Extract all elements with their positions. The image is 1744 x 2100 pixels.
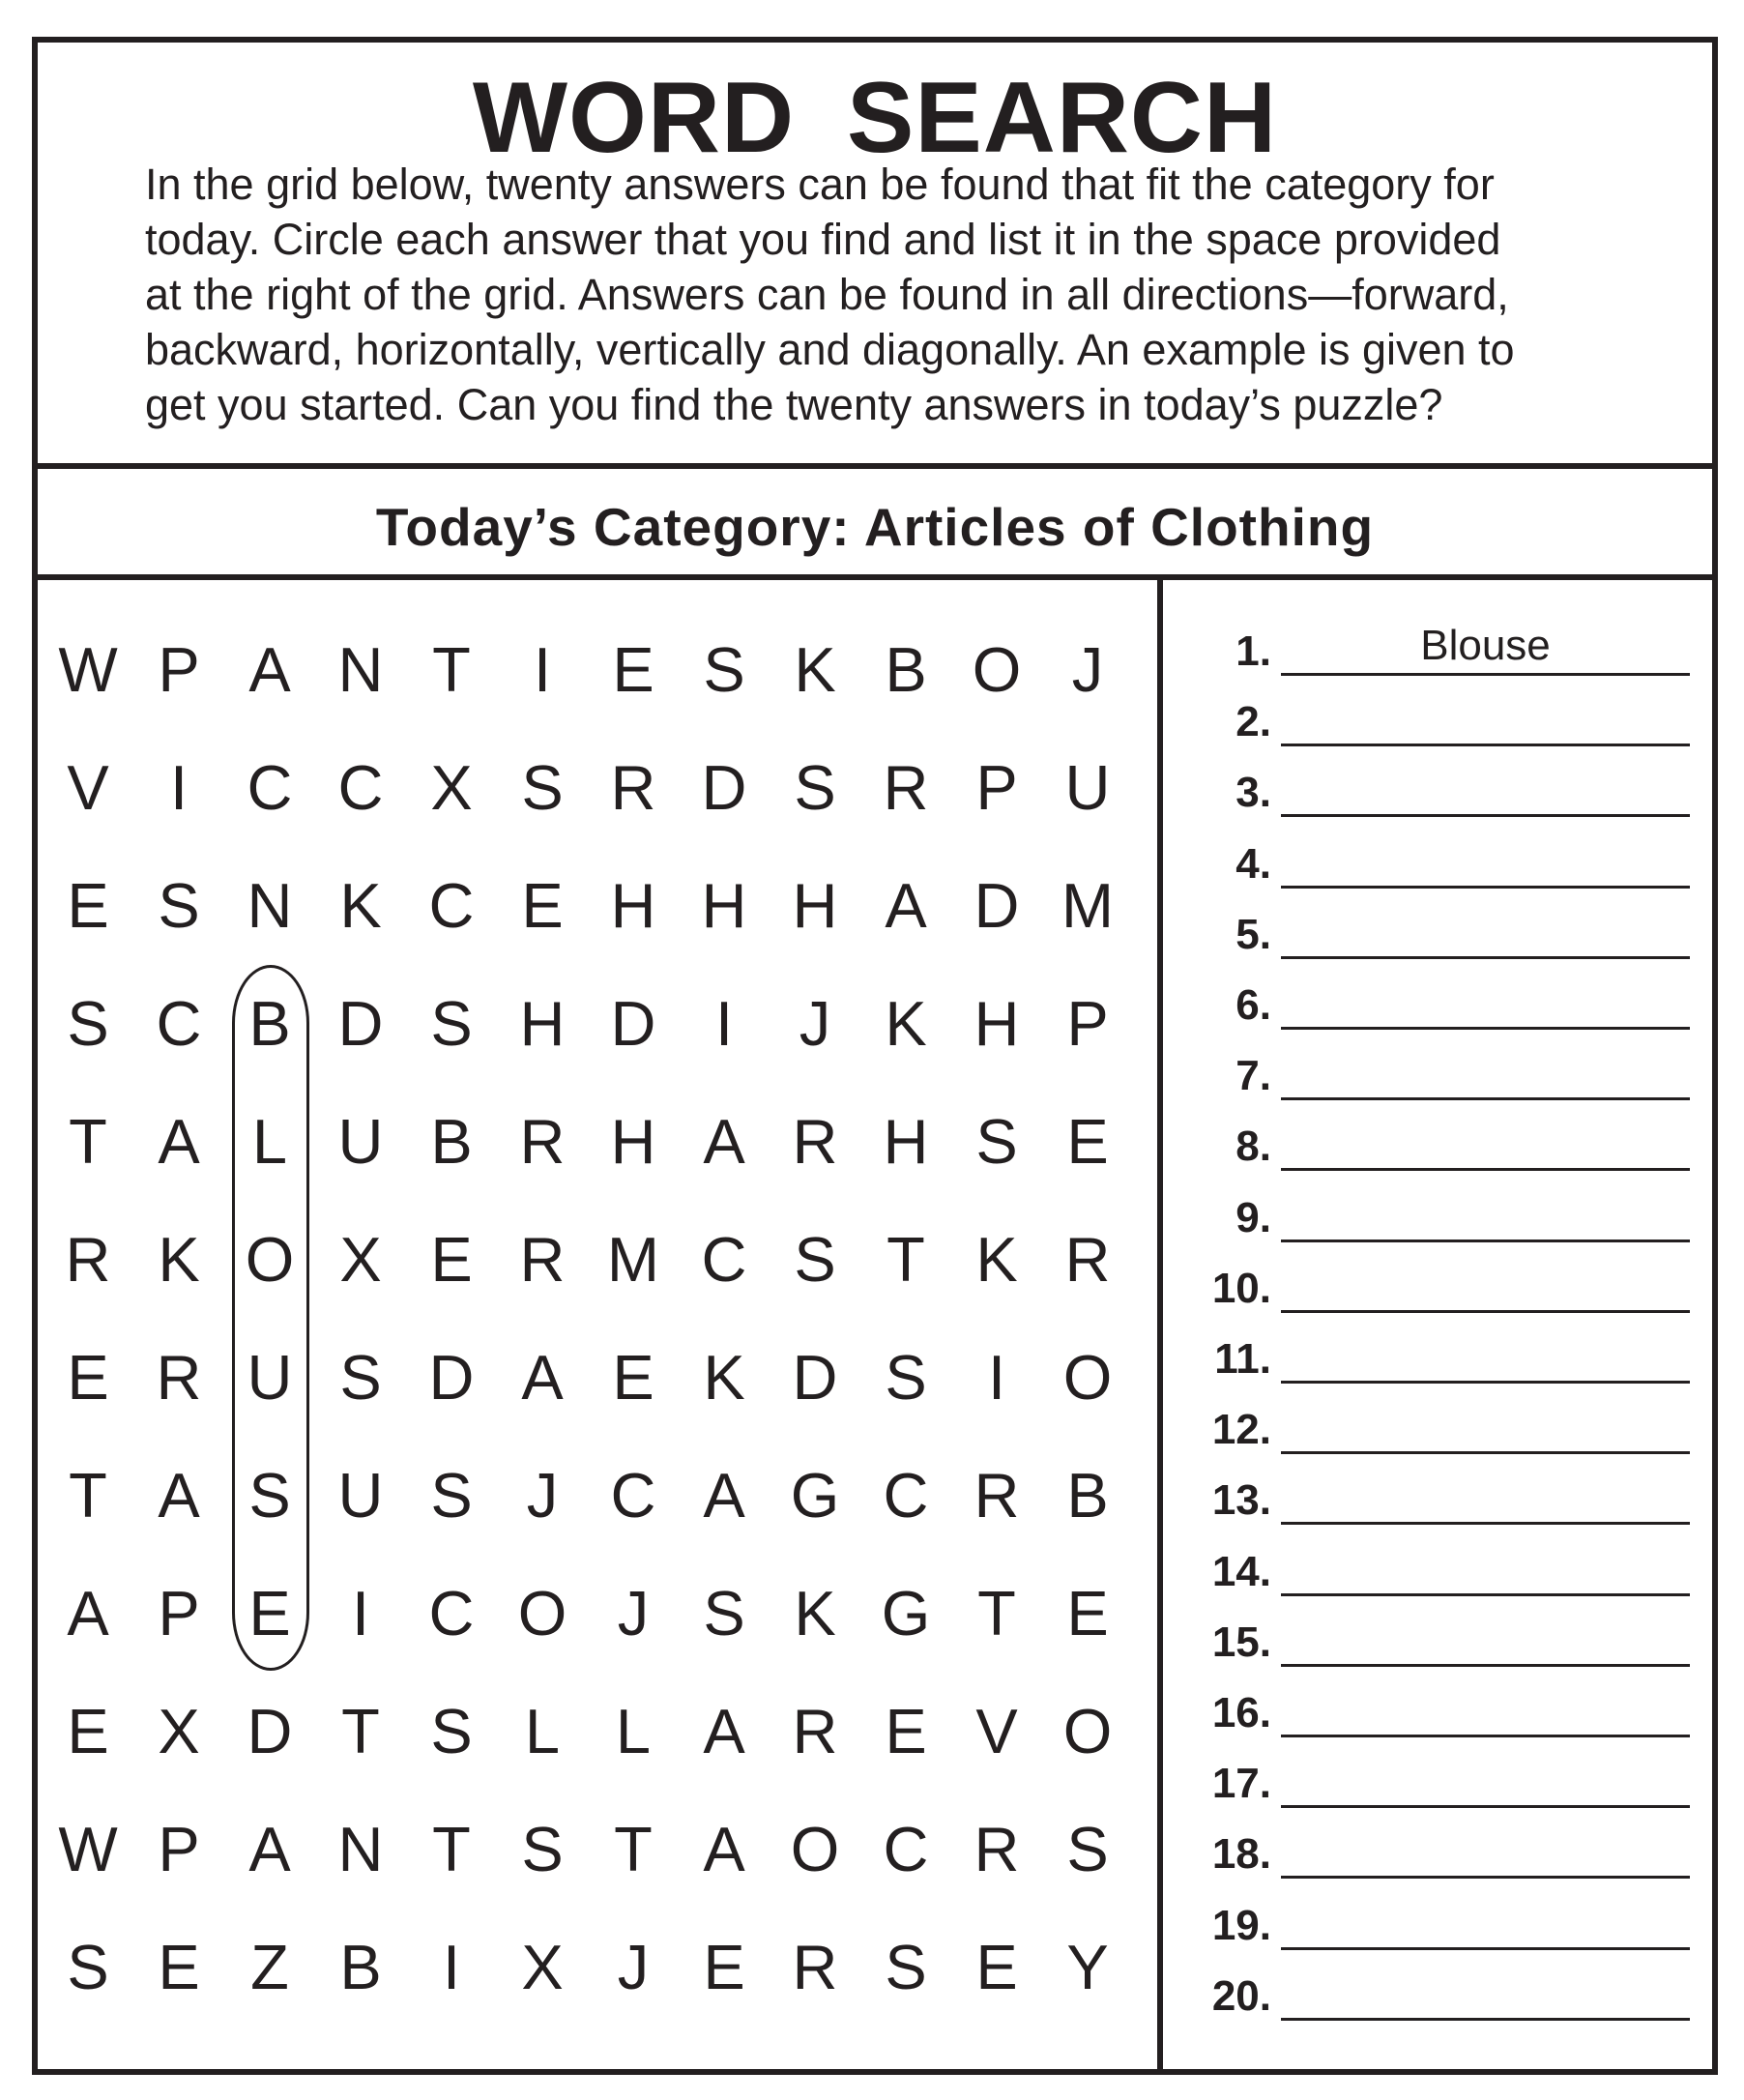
answer-number: 1. (1235, 627, 1271, 675)
grid-letter[interactable]: S (339, 1342, 382, 1413)
answer-number: 19. (1211, 1901, 1271, 1949)
answer-row (1170, 1671, 1711, 1741)
grid-letter[interactable]: C (428, 870, 475, 941)
grid-letter[interactable]: D (610, 988, 656, 1059)
grid-letter[interactable]: C (156, 988, 202, 1059)
answer-number: 17. (1211, 1760, 1271, 1808)
grid-letter[interactable]: S (430, 988, 473, 1059)
grid-letter[interactable]: R (1064, 1224, 1111, 1295)
grid-letter[interactable]: X (521, 1932, 564, 2002)
grid-letter[interactable]: C (337, 752, 384, 823)
grid-letter[interactable]: A (703, 1696, 745, 1766)
answer-number: 14. (1211, 1547, 1271, 1595)
grid-letter[interactable]: O (245, 1224, 295, 1295)
grid-letter[interactable]: I (351, 1578, 370, 1648)
grid-letter[interactable]: T (614, 1814, 653, 1884)
answer-blank-line (1281, 1735, 1690, 1737)
answer-row (1170, 1812, 1711, 1882)
answer-number: 4. (1235, 839, 1271, 888)
divider-line (32, 463, 1718, 469)
answer-row (1170, 963, 1711, 1034)
grid-letter[interactable]: M (1061, 870, 1115, 941)
grid-letter[interactable]: D (337, 988, 384, 1059)
grid-letter[interactable]: S (1066, 1814, 1109, 1884)
grid-letter[interactable]: V (975, 1696, 1018, 1766)
grid-letter[interactable]: D (247, 1696, 293, 1766)
grid-letter[interactable]: I (714, 988, 734, 1059)
grid-letter[interactable]: R (883, 752, 929, 823)
grid-letter[interactable]: A (885, 870, 927, 941)
grid-letter[interactable]: R (792, 1106, 838, 1177)
grid-letter[interactable]: B (1066, 1460, 1109, 1531)
grid-letter[interactable]: A (703, 1814, 745, 1884)
answer-blank-line (1281, 1947, 1690, 1950)
answer-row (1170, 1246, 1711, 1317)
grid-letter[interactable]: C (883, 1814, 929, 1884)
answer-blank-line (1281, 1593, 1690, 1596)
grid-letter[interactable]: I (987, 1342, 1006, 1413)
answer-number: 11. (1214, 1335, 1271, 1383)
grid-letter[interactable]: P (975, 752, 1018, 823)
answer-row (1170, 1104, 1711, 1175)
grid-letter[interactable]: T (887, 1224, 925, 1295)
answer-number: 9. (1235, 1193, 1271, 1241)
grid-letter[interactable]: T (69, 1460, 107, 1531)
grid-letter[interactable]: K (794, 634, 836, 705)
grid-letter[interactable]: S (975, 1106, 1018, 1177)
grid-letter[interactable]: Y (1066, 1932, 1109, 2002)
answer-number: 10. (1211, 1264, 1271, 1312)
grid-letter[interactable]: O (517, 1578, 567, 1648)
grid-letter[interactable]: D (701, 752, 747, 823)
grid-letter[interactable]: U (1064, 752, 1111, 823)
grid-letter[interactable]: C (701, 1224, 747, 1295)
grid-letter[interactable]: E (248, 1578, 291, 1648)
grid-letter[interactable]: S (67, 1932, 109, 2002)
grid-letter[interactable]: H (610, 870, 656, 941)
grid-letter[interactable]: O (1062, 1342, 1113, 1413)
grid-letter[interactable]: S (885, 1342, 927, 1413)
grid-letter[interactable]: E (975, 1932, 1018, 2002)
grid-letter[interactable]: K (339, 870, 382, 941)
answer-number: 16. (1211, 1689, 1271, 1736)
grid-letter[interactable]: L (615, 1696, 652, 1766)
grid-letter[interactable]: S (521, 752, 564, 823)
grid-letter[interactable]: T (341, 1696, 380, 1766)
answer-blank-line (1281, 1381, 1690, 1384)
grid-letter[interactable]: C (428, 1578, 475, 1648)
answer-number: 12. (1211, 1406, 1271, 1454)
grid-letter[interactable]: E (521, 870, 564, 941)
grid-letter[interactable]: N (337, 634, 384, 705)
grid-letter[interactable]: T (69, 1106, 107, 1177)
answer-number: 20. (1211, 1971, 1271, 2020)
grid-letter[interactable]: G (881, 1578, 931, 1648)
answer-blank-line (1281, 1097, 1690, 1100)
answer-blank-line (1281, 1310, 1690, 1313)
answer-number: 15. (1211, 1618, 1271, 1666)
grid-letter[interactable]: A (248, 634, 291, 705)
grid-letter[interactable]: S (430, 1696, 473, 1766)
grid-letter[interactable]: G (790, 1460, 840, 1531)
answer-row (1170, 1034, 1711, 1104)
grid-letter[interactable]: T (432, 1814, 471, 1884)
grid-letter[interactable]: P (158, 1578, 200, 1648)
grid-letter[interactable]: X (158, 1696, 200, 1766)
answer-blank-line (1281, 1027, 1690, 1030)
category-heading: Today’s Category: Articles of Clothing (375, 497, 1375, 557)
grid-letter[interactable]: J (617, 1932, 650, 2002)
grid-letter[interactable]: H (519, 988, 566, 1059)
grid-letter[interactable]: R (792, 1696, 838, 1766)
answer-blank-line (1281, 1522, 1690, 1525)
example-circle (232, 965, 309, 1671)
grid-letter[interactable]: N (337, 1814, 384, 1884)
answer-blank-line (1281, 1451, 1690, 1454)
answer-number: 2. (1235, 698, 1271, 746)
answer-row (1170, 1883, 1711, 1954)
grid-letter[interactable]: P (158, 1814, 200, 1884)
answer-row (1170, 1741, 1711, 1812)
answer-field[interactable]: Blouse (1420, 622, 1551, 669)
grid-letter[interactable]: W (58, 634, 118, 705)
grid-letter[interactable]: H (701, 870, 747, 941)
grid-letter[interactable]: C (883, 1460, 929, 1531)
grid-letter[interactable]: S (703, 634, 745, 705)
grid-letter[interactable]: R (974, 1814, 1020, 1884)
grid-letter[interactable]: X (339, 1224, 382, 1295)
answer-row (1170, 680, 1711, 750)
answer-blank-line (1281, 673, 1690, 676)
grid-letter[interactable]: J (1071, 634, 1104, 705)
grid-letter[interactable]: A (703, 1106, 745, 1177)
page-title: WORD SEARCH (472, 62, 1278, 174)
answer-blank-line (1281, 744, 1690, 746)
grid-letter[interactable]: S (248, 1460, 291, 1531)
grid-letter[interactable]: H (792, 870, 838, 941)
grid-letter[interactable]: R (519, 1224, 566, 1295)
grid-letter[interactable]: M (606, 1224, 660, 1295)
grid-letter[interactable]: E (612, 1342, 654, 1413)
grid-letter[interactable]: E (612, 634, 654, 705)
grid-letter[interactable]: E (703, 1932, 745, 2002)
grid-letter[interactable]: P (1066, 988, 1109, 1059)
grid-letter[interactable]: W (58, 1814, 118, 1884)
answer-row (1170, 609, 1711, 680)
grid-letter[interactable]: R (610, 752, 656, 823)
grid-letter[interactable]: R (792, 1932, 838, 2002)
grid-letter[interactable]: L (251, 1106, 288, 1177)
grid-letter[interactable]: H (974, 988, 1020, 1059)
grid-letter[interactable]: L (524, 1696, 561, 1766)
answer-number: 6. (1235, 981, 1271, 1029)
grid-letter[interactable]: U (247, 1342, 293, 1413)
grid-letter[interactable]: U (337, 1460, 384, 1531)
grid-letter[interactable]: R (65, 1224, 111, 1295)
grid-letter[interactable]: K (703, 1342, 745, 1413)
grid-letter[interactable]: S (67, 988, 109, 1059)
answer-blank-line (1281, 1168, 1690, 1171)
grid-letter[interactable]: I (169, 752, 189, 823)
grid-letter[interactable]: E (67, 1696, 109, 1766)
grid-letter[interactable]: A (703, 1460, 745, 1531)
grid-letter[interactable]: D (792, 1342, 838, 1413)
grid-letter[interactable]: B (430, 1106, 473, 1177)
grid-letter[interactable]: E (67, 870, 109, 941)
grid-letter[interactable]: K (794, 1578, 836, 1648)
grid-letter[interactable]: E (158, 1932, 200, 2002)
grid-letter[interactable]: S (703, 1578, 745, 1648)
column-divider (1157, 580, 1163, 2075)
grid-letter[interactable]: J (617, 1578, 650, 1648)
answer-number: 8. (1235, 1123, 1271, 1171)
grid-letter[interactable]: V (67, 752, 109, 823)
answer-row (1170, 1458, 1711, 1529)
grid-letter[interactable]: I (442, 1932, 461, 2002)
grid-letter[interactable]: A (67, 1578, 109, 1648)
answer-blank-line (1281, 2018, 1690, 2021)
grid-letter[interactable]: D (428, 1342, 475, 1413)
grid-letter[interactable]: R (974, 1460, 1020, 1531)
answer-row (1170, 892, 1711, 963)
grid-letter[interactable]: K (975, 1224, 1018, 1295)
answer-list (1170, 580, 1711, 2075)
grid-letter[interactable]: P (158, 634, 200, 705)
answer-row (1170, 1387, 1711, 1458)
grid-letter[interactable]: S (521, 1814, 564, 1884)
grid-letter[interactable]: B (339, 1932, 382, 2002)
grid-letter[interactable]: B (248, 988, 291, 1059)
grid-letter[interactable]: J (799, 988, 831, 1059)
grid-letter[interactable]: T (977, 1578, 1016, 1648)
grid-letter[interactable]: A (158, 1460, 200, 1531)
grid-letter[interactable]: O (972, 634, 1022, 705)
grid-letter[interactable]: J (526, 1460, 559, 1531)
answer-row (1170, 750, 1711, 821)
answer-row (1170, 822, 1711, 892)
answer-blank-line (1281, 1240, 1690, 1242)
grid-letter[interactable]: R (156, 1342, 202, 1413)
grid-letter[interactable]: S (794, 1224, 836, 1295)
grid-letter[interactable]: E (885, 1696, 927, 1766)
grid-letter[interactable]: I (533, 634, 552, 705)
grid-letter[interactable]: S (794, 752, 836, 823)
answer-number: 18. (1211, 1830, 1271, 1879)
grid-letter[interactable]: R (519, 1106, 566, 1177)
answer-row (1170, 1317, 1711, 1387)
grid-letter[interactable]: Z (250, 1932, 289, 2002)
grid-letter[interactable]: E (430, 1224, 473, 1295)
answer-blank-line (1281, 956, 1690, 959)
grid-letter[interactable]: E (1066, 1106, 1109, 1177)
answer-row (1170, 1530, 1711, 1600)
letter-grid (48, 609, 1141, 2040)
answer-number: 13. (1211, 1476, 1271, 1525)
grid-letter[interactable]: A (248, 1814, 291, 1884)
answer-row (1170, 1176, 1711, 1246)
grid-letter[interactable]: X (430, 752, 473, 823)
answer-blank-line (1281, 1664, 1690, 1667)
answer-row (1170, 1600, 1711, 1671)
header-section (32, 37, 1718, 469)
answer-blank-line (1281, 1805, 1690, 1808)
grid-letter[interactable]: T (432, 634, 471, 705)
grid-letter[interactable]: E (1066, 1578, 1109, 1648)
grid-letter[interactable]: E (67, 1342, 109, 1413)
grid-letter[interactable]: H (883, 1106, 929, 1177)
grid-letter[interactable]: O (790, 1814, 840, 1884)
answer-blank-line (1281, 886, 1690, 889)
answer-number: 3. (1235, 769, 1271, 817)
grid-letter[interactable]: C (247, 752, 293, 823)
grid-letter[interactable]: S (158, 870, 200, 941)
grid-letter[interactable]: O (1062, 1696, 1113, 1766)
grid-letter[interactable]: S (885, 1932, 927, 2002)
grid-letter[interactable]: A (158, 1106, 200, 1177)
answer-blank-line (1281, 814, 1690, 817)
instructions-text: In the grid below, twenty answers can be found that fit the category for today. Circle each answer that you find and list it in the space provided at the right of the grid. Answers can be found in all directions—forward, backward, horizontally, vertically and diagonally. An example is given to get you started. Can you find the twenty answers in today’s puzzle? (145, 160, 1515, 429)
answer-number: 5. (1235, 910, 1271, 958)
grid-letter[interactable]: B (885, 634, 927, 705)
grid-letter[interactable]: S (430, 1460, 473, 1531)
answer-blank-line (1281, 1876, 1690, 1879)
grid-letter[interactable]: K (885, 988, 927, 1059)
grid-letter[interactable]: A (521, 1342, 564, 1413)
grid-letter[interactable]: H (610, 1106, 656, 1177)
grid-letter[interactable]: N (247, 870, 293, 941)
grid-letter[interactable]: K (158, 1224, 200, 1295)
grid-letter[interactable]: C (610, 1460, 656, 1531)
answer-number: 7. (1235, 1052, 1271, 1100)
answer-row (1170, 1954, 1711, 2025)
grid-letter[interactable]: D (974, 870, 1020, 941)
grid-letter[interactable]: U (337, 1106, 384, 1177)
